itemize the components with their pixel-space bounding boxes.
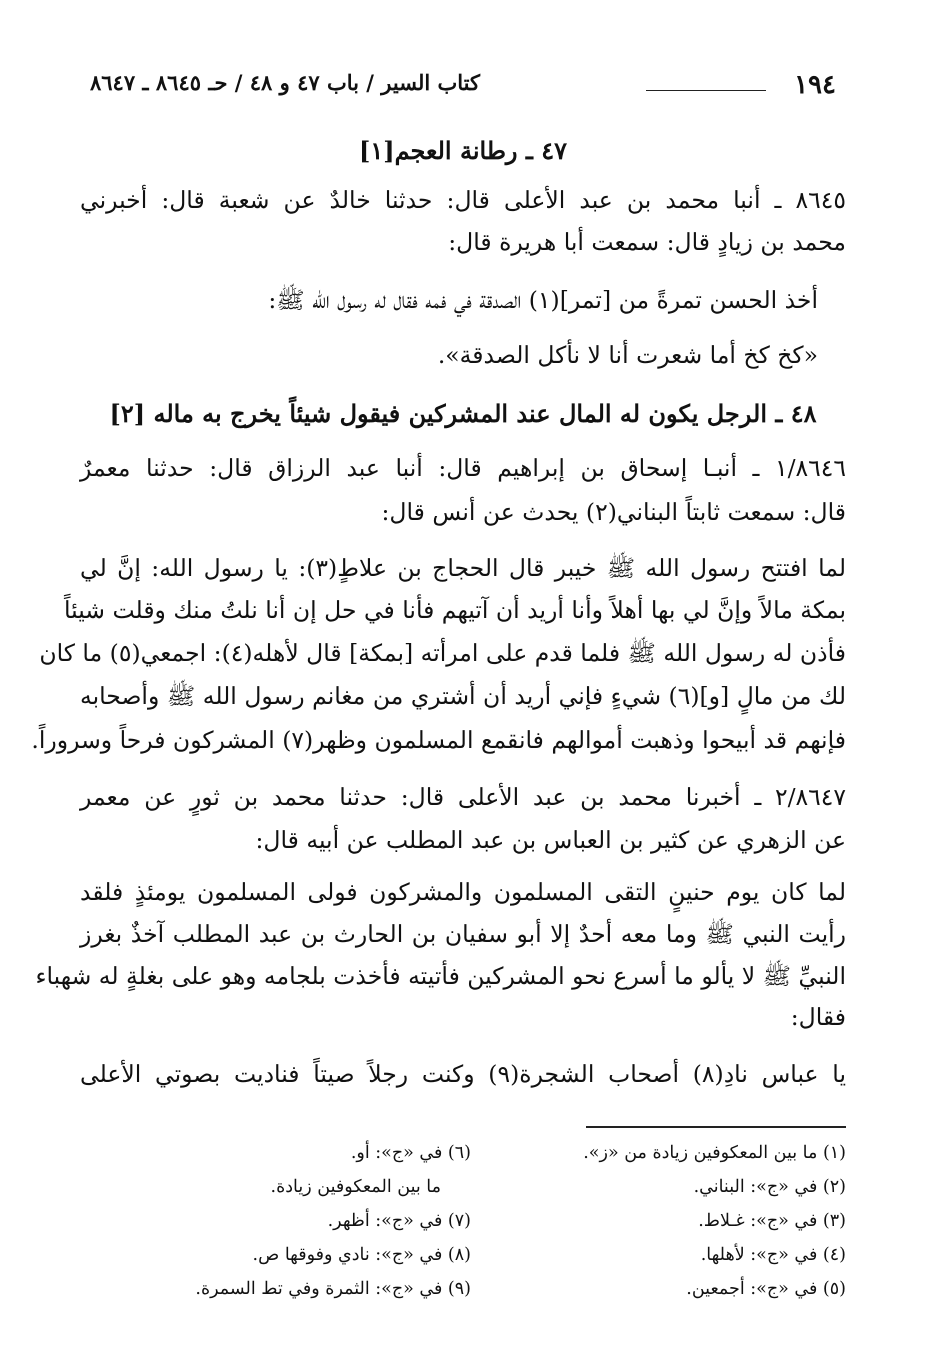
footnote-3: (٣) في «ج»: غـلاط. bbox=[698, 1211, 846, 1231]
hadith-8646-line-3: لما افتتح رسول الله ﷺ خيبر قال الحجاج بن علاطٍ(٣): يا رسول الله: إنَّ لي bbox=[80, 554, 846, 582]
footnote-1: (١) ما بين المعكوفين زيادة من «ز». bbox=[583, 1143, 846, 1163]
chapter-48-title: ٤٨ ـ الرجل يكون له المال عند المشركين فيقول شيئاً يخرج به ماله [٢] bbox=[109, 399, 817, 428]
running-title: كتاب السير / باب ٤٧ و ٤٨ / حـ ٨٦٤٥ ـ ٨٦٤٧ bbox=[90, 70, 480, 95]
header-rule bbox=[646, 90, 766, 91]
chapter-47-title: ٤٧ ـ رطانة العجم[١] bbox=[358, 136, 568, 165]
hadith-8647-line-1: ٢/٨٦٤٧ ـ أخبرنا محمد بن عبد الأعلى قال: حدثنا محمد بن ثورٍ عن معمر bbox=[80, 783, 846, 811]
footnote-9: (٩) في «ج»: الثمرة وفي تط السمرة. bbox=[195, 1279, 471, 1299]
hadith-8647-line-2: عن الزهري عن كثير بن العباس بن عبد المطلب عن أبيه قال: bbox=[255, 826, 846, 854]
hadith-8647-line-7: يا عباس نادِ(٨) أصحاب الشجرة(٩) وكنت رجلاً صيتاً فناديت بصوتي الأعلى bbox=[80, 1060, 846, 1088]
hadith-8645-line-4: «كخ كخ أما شعرت أنا لا نأكل الصدقة». bbox=[437, 341, 818, 369]
hadith-8646-line-1: ١/٨٦٤٦ ـ أنبـا إسحاق بن إبراهيم قال: أنبا عبد الرزاق قال: حدثنا معمرٌ bbox=[80, 454, 846, 482]
hadith-8645-line-3: أخذ الحسن تمرةً من [تمر](١) الصدقة في فمه فقال له رسول الله ﷺ: bbox=[268, 286, 818, 314]
running-head bbox=[90, 70, 836, 104]
hadith-8647-line-3: لما كان يوم حنينٍ التقى المسلمون والمشركون فولى المسلمون يومئذٍ فلقد bbox=[80, 878, 846, 906]
hadith-8646-line-2: قال: سمعت ثابتاً البناني(٢) يحدث عن أنس قال: bbox=[381, 498, 846, 526]
footnote-2: (٢) في «ج»: البناني. bbox=[693, 1177, 846, 1197]
hadith-8645-line-2: محمد بن زيادٍ قال: سمعت أبا هريرة قال: bbox=[448, 228, 846, 256]
hadith-8646-line-5: فأذن له رسول الله ﷺ فلما قدم على امرأته [بمكة] قال لأهله(٤): اجمعي(٥) ما كان bbox=[39, 639, 846, 667]
footnote-rule bbox=[586, 1126, 846, 1128]
hadith-8646-line-4: بمكة مالاً وإنَّ لي بها أهلاً وأنا أريد أن آتيهم فأنا في حل إن أنا نلتُ منك وقلت شيئاً bbox=[63, 596, 846, 624]
hadith-8646-line-6: لك من مالٍ [و](٦) شيءٍ فإني أريد أن أشتري من مغانم رسول الله ﷺ وأصحابه bbox=[80, 682, 847, 710]
hadith-8647-line-6: فقال: bbox=[790, 1003, 846, 1031]
footnote-4: (٤) في «ج»: لأهلها. bbox=[700, 1245, 846, 1265]
footnote-6-continuation: ما بين المعكوفين زيادة. bbox=[270, 1177, 441, 1197]
hadith-8645-line-1: ٨٦٤٥ ـ أنبا محمد بن عبد الأعلى قال: حدثنا خالدٌ عن شعبة قال: أخبرني bbox=[80, 186, 846, 214]
hadith-8647-line-5: النبيِّ ﷺ لا يألو ما أسرع نحو المشركين فأتيته فأخذت بلجامه وهو على بغلةٍ له شهباء bbox=[35, 962, 846, 990]
hadith-8646-line-7: فإنهم قد أبيحوا وذهبت أموالهم فانقمع المسلمون وظهر(٧) المشركون فرحاً وسروراً. bbox=[31, 726, 846, 754]
footnote-6: (٦) في «ج»: أو. bbox=[350, 1143, 471, 1163]
hadith-8647-line-4: رأيت النبي ﷺ وما معه أحدٌ إلا أبو سفيان بن الحارث بن عبد المطلب آخذٌ بغرز bbox=[80, 920, 846, 948]
footnote-8: (٨) في «ج»: نادي وفوقها ص. bbox=[252, 1245, 471, 1265]
page-number: ١٩٤ bbox=[794, 70, 836, 100]
footnote-7: (٧) في «ج»: أظهر. bbox=[327, 1211, 471, 1231]
footnote-5: (٥) في «ج»: أجمعين. bbox=[686, 1279, 846, 1299]
